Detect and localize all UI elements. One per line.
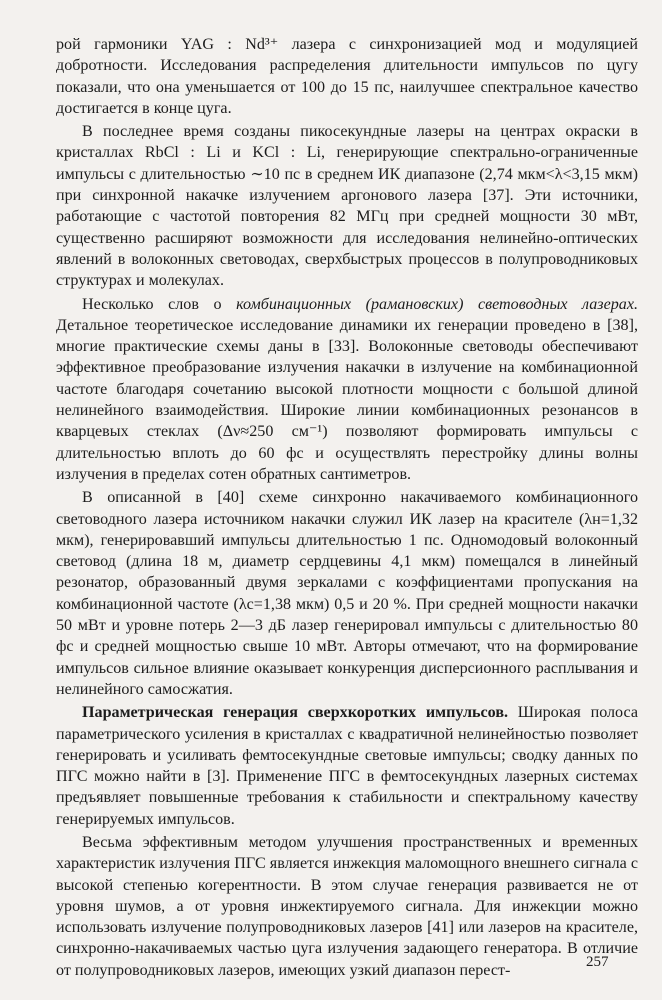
text-run: Детальное теоретическое исследование динамики их генерации проведено в [38], многие практические схемы даны в [33]. Волоконные световоды обеспечивают эффективное преобразование излучения накачки в излучение на комбинационной частоте благодаря сочетанию высокой плотности мощности с большой длиной нелинейного взаимодействия. Широкие линии комбинационных резонансов в кварцевых стеклах (Δν≈250 см⁻¹) позволяют формировать импульсы с длительностью вплоть до 60 фс и осуществлять перестройку длины волны излучения в пределах сотен обратных сантиметров. bbox=[56, 316, 638, 483]
page-number: 257 bbox=[586, 954, 609, 970]
text-run: рой гармоники YAG : Nd³⁺ лазера с синхронизацией мод и модуляцией добротности. Исследования распределения длительности импульсов по цугу показали, что она уменьшается от 100 до 15 пс, наилучшее спектральное качество достигается в конце цуга. bbox=[56, 36, 638, 117]
text-run: В последнее время созданы пикосекундные лазеры на центрах окраски в кристаллах RbCl : Li и KCl : Li, генерирующие спектрально-ограниченные импульсы с длительностью ∼10 пс в среднем ИК диапазоне (2,74 мкм<λ<3,15 мкм) при синхронной накачке излучением аргонового лазера [37]. Эти источники, работающие с частотой повторения 82 МГц при средней мощности 30 мВт, существенно расширяют возможности для исследования нелинейно-оптических явлений в волоконных световодах, сверхбыстрых процессов в полупроводниковых структурах и молекулах. bbox=[56, 123, 638, 290]
page-body bbox=[56, 34, 638, 981]
section-heading: Параметрическая генерация сверхкоротких импульсов. bbox=[82, 704, 509, 722]
text-run: Несколько слов о bbox=[82, 295, 237, 313]
paragraph-1 bbox=[56, 34, 638, 119]
text-run: Весьма эффективным методом улучшения пространственных и временных характеристик излучения ПГС является инжекция маломощного внешнего сигнала с высокой степенью когерентности. В этом случае генерация развивается не от уровня шумов, а от уровня инжектируемого сигнала. Для инжекции можно использовать излучение полупроводниковых лазеров [41] или лазеров на красителе, синхронно-накачиваемых частью цуга излучения задающего генератора. В отличие от полупроводниковых лазеров, имеющих узкий диапазон перест- bbox=[56, 833, 638, 979]
paragraph-2 bbox=[56, 121, 638, 291]
text-run: В описанной в [40] схеме синхронно накачиваемого комбинационного световодного лазера источником накачки служил ИК лазер на красителе (λн=1,32 мкм), генерировавший импульсы длительностью 1 пс. Одномодовый волоконный световод (длина 18 м, диаметр сердцевины 4,1 мкм) помещался в линейный резонатор, образованный двумя зеркалами с коэффициентами пропускания на комбинационной частоте (λс=1,38 мкм) 0,5 и 20 %. При средней мощности накачки 50 мВт и уровне потерь 2—3 дБ лазер генерировал импульсы с длительностью 80 фс и средней мощностью свыше 10 мВт. Авторы отмечают, что на формирование импульсов сильное влияние оказывает конкуренция дисперсионного расплывания и нелинейного самосжатия. bbox=[56, 489, 638, 698]
paragraph-4 bbox=[56, 487, 638, 700]
text-run: Широкая полоса параметрического усиления в кристаллах с квадратичной нелинейностью позволяет генерировать и усиливать фемтосекундные световые импульсы; сводку данных по ПГС можно найти в [3]. Применение ПГС в фемтосекундных лазерных системах предъявляет повышенные требования к стабильности и спектральному качеству генерируемых импульсов. bbox=[56, 704, 638, 828]
paragraph-6 bbox=[56, 832, 638, 981]
italic-term: комбинационных (рамановских) световодных лазерах. bbox=[236, 295, 638, 313]
paragraph-3 bbox=[56, 294, 638, 486]
paragraph-5 bbox=[56, 702, 638, 830]
